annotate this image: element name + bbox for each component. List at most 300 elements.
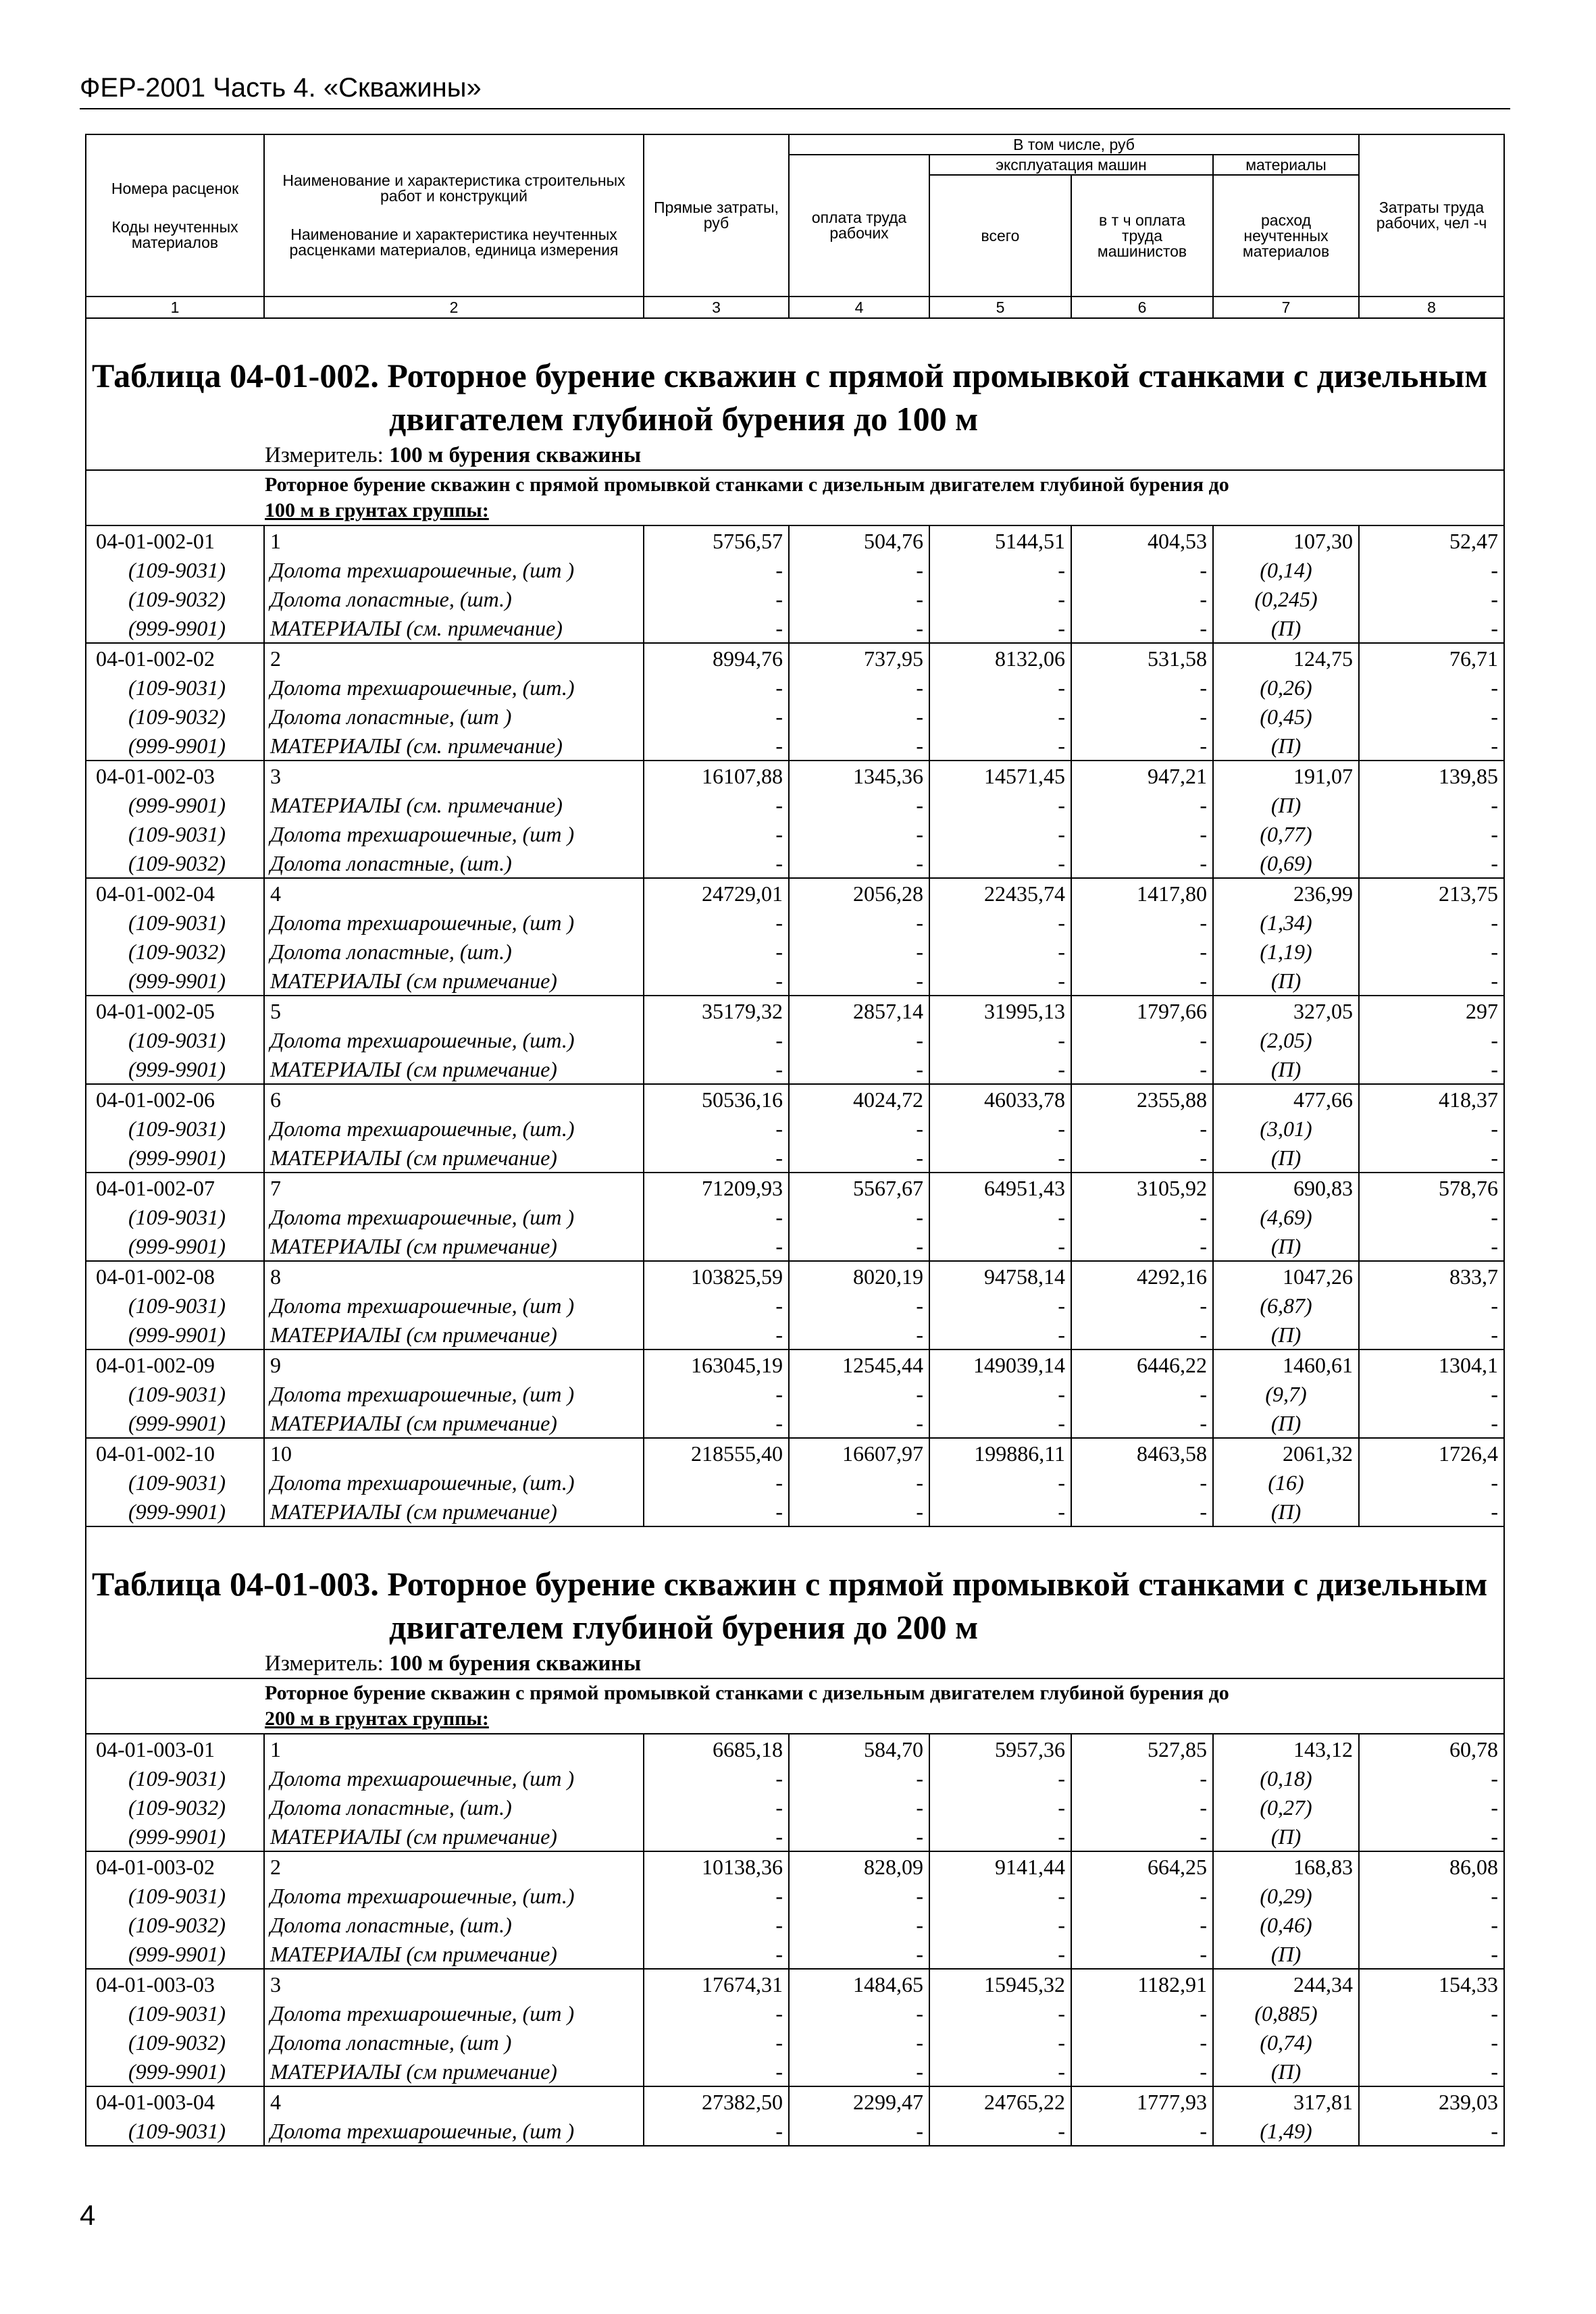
row-dash: -: [929, 1822, 1071, 1851]
row-value: 191,07: [1213, 761, 1359, 790]
row-dash: -: [789, 1764, 929, 1793]
row-value: 12545,44: [789, 1349, 929, 1379]
row-name: 1: [264, 1734, 644, 1764]
group-heading: Роторное бурение скважин с прямой промывкой станками с дизельным двигателем глубиной бурения до: [265, 1682, 1229, 1704]
table-title-row: [86, 330, 1504, 440]
row-dash: -: [789, 2057, 929, 2086]
row-name: Долота лопастные, (шт.): [264, 584, 644, 613]
row-name: 3: [264, 761, 644, 790]
row-value: 1304,1: [1359, 1349, 1504, 1379]
material-row: [86, 1408, 1504, 1438]
row-material-usage: (0,26): [1213, 673, 1359, 702]
row-value: 15945,32: [929, 1969, 1071, 1999]
row-dash: -: [644, 1764, 789, 1793]
row-dash: -: [789, 1231, 929, 1261]
row-dash: -: [644, 2028, 789, 2057]
row-value: 531,58: [1071, 643, 1213, 673]
row-dash: -: [929, 555, 1071, 584]
row-code: (109-9031): [86, 673, 264, 702]
row-name: 2: [264, 1851, 644, 1881]
row-value: 584,70: [789, 1734, 929, 1764]
row-dash: -: [1359, 1291, 1504, 1320]
row-dash: -: [929, 1025, 1071, 1054]
row-dash: -: [1071, 2057, 1213, 2086]
measure-row: [86, 1649, 1504, 1678]
row-name: 1: [264, 525, 644, 555]
material-row: [86, 2057, 1504, 2086]
row-value: 2061,32: [1213, 1438, 1359, 1468]
row-value: 16607,97: [789, 1438, 929, 1468]
row-code: 04-01-002-10: [86, 1438, 264, 1468]
row-material-usage: (П): [1213, 966, 1359, 996]
row-dash: -: [789, 1054, 929, 1084]
row-dash: -: [644, 1291, 789, 1320]
row-name: МАТЕРИАЛЫ (см. примечание): [264, 790, 644, 819]
row-dash: -: [644, 673, 789, 702]
row-dash: -: [789, 848, 929, 878]
material-row: [86, 848, 1504, 878]
row-dash: -: [1359, 2028, 1504, 2057]
row-dash: -: [1359, 1764, 1504, 1793]
row-dash: -: [1071, 1114, 1213, 1143]
rate-row: [86, 2086, 1504, 2116]
row-code: (109-9031): [86, 2116, 264, 2146]
row-dash: -: [644, 1025, 789, 1054]
col-number: 8: [1359, 297, 1504, 318]
row-dash: -: [789, 1202, 929, 1231]
row-dash: -: [1071, 613, 1213, 643]
row-dash: -: [1071, 1764, 1213, 1793]
row-dash: -: [789, 1114, 929, 1143]
row-dash: -: [1359, 1910, 1504, 1939]
row-dash: -: [644, 1231, 789, 1261]
row-code: (109-9032): [86, 937, 264, 966]
row-value: 86,08: [1359, 1851, 1504, 1881]
col-number: 5: [929, 297, 1071, 318]
row-name: Долота трехшарошечные, (шт ): [264, 1764, 644, 1793]
group-heading: 200 м в грунтах группы:: [265, 1707, 489, 1730]
row-dash: -: [644, 937, 789, 966]
row-dash: -: [1071, 1497, 1213, 1526]
row-dash: -: [1359, 937, 1504, 966]
row-value: 94758,14: [929, 1261, 1071, 1291]
row-material-usage: (0,14): [1213, 555, 1359, 584]
row-dash: -: [644, 584, 789, 613]
row-dash: -: [1071, 1025, 1213, 1054]
row-value: 1047,26: [1213, 1261, 1359, 1291]
row-value: 2355,88: [1071, 1084, 1213, 1114]
row-dash: -: [929, 1202, 1071, 1231]
row-value: 327,05: [1213, 996, 1359, 1025]
row-dash: -: [929, 584, 1071, 613]
row-dash: -: [644, 1822, 789, 1851]
row-dash: -: [929, 1497, 1071, 1526]
row-dash: -: [644, 1910, 789, 1939]
row-dash: -: [1071, 1379, 1213, 1408]
row-value: 154,33: [1359, 1969, 1504, 1999]
row-value: 1777,93: [1071, 2086, 1213, 2116]
row-dash: -: [929, 1793, 1071, 1822]
row-code: (109-9031): [86, 1881, 264, 1910]
table-spacer: [86, 318, 1504, 330]
row-value: 1182,91: [1071, 1969, 1213, 1999]
row-dash: -: [1071, 731, 1213, 761]
material-row: [86, 1054, 1504, 1084]
col-header-rate-numbers: Номера расценок: [111, 179, 239, 197]
rate-row: [86, 1173, 1504, 1202]
row-material-usage: (П): [1213, 1320, 1359, 1349]
row-value: 737,95: [789, 643, 929, 673]
row-value: 16107,88: [644, 761, 789, 790]
row-name: Долота трехшарошечные, (шт ): [264, 1999, 644, 2028]
row-dash: -: [644, 1379, 789, 1408]
row-value: 5957,36: [929, 1734, 1071, 1764]
material-row: [86, 1291, 1504, 1320]
row-code: (109-9032): [86, 2028, 264, 2057]
row-code: (999-9901): [86, 1054, 264, 1084]
row-material-usage: (П): [1213, 790, 1359, 819]
row-dash: -: [1071, 966, 1213, 996]
row-dash: -: [789, 966, 929, 996]
row-dash: -: [1359, 1939, 1504, 1969]
row-dash: -: [929, 1468, 1071, 1497]
row-value: 24729,01: [644, 878, 789, 908]
row-name: Долота лопастные, (шт ): [264, 702, 644, 731]
row-dash: -: [1359, 555, 1504, 584]
row-dash: -: [929, 908, 1071, 937]
row-code: 04-01-002-02: [86, 643, 264, 673]
row-dash: -: [929, 1939, 1071, 1969]
row-code: (109-9031): [86, 555, 264, 584]
material-row: [86, 702, 1504, 731]
row-code: (109-9031): [86, 1114, 264, 1143]
row-dash: -: [789, 1910, 929, 1939]
row-dash: -: [1359, 613, 1504, 643]
row-value: 2299,47: [789, 2086, 929, 2116]
row-dash: -: [644, 1143, 789, 1173]
row-value: 213,75: [1359, 878, 1504, 908]
row-code: (109-9031): [86, 1291, 264, 1320]
row-name: Долота лопастные, (шт ): [264, 2028, 644, 2057]
row-material-usage: (0,27): [1213, 1793, 1359, 1822]
row-value: 60,78: [1359, 1734, 1504, 1764]
row-material-usage: (П): [1213, 1497, 1359, 1526]
row-dash: -: [789, 2116, 929, 2146]
material-row: [86, 908, 1504, 937]
material-row: [86, 1793, 1504, 1822]
row-code: (999-9901): [86, 1408, 264, 1438]
row-dash: -: [1359, 1025, 1504, 1054]
row-dash: -: [789, 1468, 929, 1497]
row-value: 143,12: [1213, 1734, 1359, 1764]
row-dash: -: [929, 1764, 1071, 1793]
row-name: Долота трехшарошечные, (шт ): [264, 555, 644, 584]
row-dash: -: [1071, 1793, 1213, 1822]
row-value: 8020,19: [789, 1261, 929, 1291]
row-value: 124,75: [1213, 643, 1359, 673]
row-value: 46033,78: [929, 1084, 1071, 1114]
row-dash: -: [1359, 1468, 1504, 1497]
row-material-usage: (0,77): [1213, 819, 1359, 848]
row-dash: -: [644, 790, 789, 819]
row-dash: -: [1359, 1408, 1504, 1438]
row-value: 199886,11: [929, 1438, 1071, 1468]
row-code: (999-9901): [86, 966, 264, 996]
row-value: 527,85: [1071, 1734, 1213, 1764]
row-name: 10: [264, 1438, 644, 1468]
row-material-usage: (П): [1213, 1143, 1359, 1173]
row-name: МАТЕРИАЛЫ (см примечание): [264, 2057, 644, 2086]
row-material-usage: (9,7): [1213, 1379, 1359, 1408]
material-row: [86, 1468, 1504, 1497]
row-dash: -: [1359, 1822, 1504, 1851]
row-material-usage: (0,885): [1213, 1999, 1359, 2028]
row-dash: -: [644, 731, 789, 761]
row-dash: -: [789, 1999, 929, 2028]
col-header-total: всего: [929, 175, 1071, 297]
col-number: 7: [1213, 297, 1359, 318]
rate-row: [86, 1734, 1504, 1764]
row-code: (999-9901): [86, 731, 264, 761]
row-dash: -: [789, 1497, 929, 1526]
row-dash: -: [789, 1379, 929, 1408]
row-dash: -: [1071, 1291, 1213, 1320]
row-material-usage: (0,18): [1213, 1764, 1359, 1793]
row-dash: -: [1071, 1881, 1213, 1910]
row-material-usage: (16): [1213, 1468, 1359, 1497]
col-header-labor-costs: Затраты труда рабочих, чел -ч: [1359, 134, 1504, 297]
row-material-usage: (П): [1213, 1939, 1359, 1969]
row-code: (109-9032): [86, 848, 264, 878]
row-dash: -: [1071, 908, 1213, 937]
row-value: 4292,16: [1071, 1261, 1213, 1291]
material-row: [86, 1202, 1504, 1231]
row-dash: -: [1071, 848, 1213, 878]
row-material-usage: (П): [1213, 1822, 1359, 1851]
row-dash: -: [1071, 1320, 1213, 1349]
col-header-material-usage: расход неучтенных материалов: [1213, 175, 1359, 297]
row-value: 4024,72: [789, 1084, 929, 1114]
rate-row: [86, 1084, 1504, 1114]
row-dash: -: [1359, 731, 1504, 761]
row-value: 5567,67: [789, 1173, 929, 1202]
row-value: 218555,40: [644, 1438, 789, 1468]
row-dash: -: [929, 1910, 1071, 1939]
row-material-usage: (П): [1213, 1408, 1359, 1438]
row-dash: -: [1359, 2116, 1504, 2146]
row-dash: -: [1359, 1054, 1504, 1084]
rate-row: [86, 1349, 1504, 1379]
row-name: МАТЕРИАЛЫ (см примечание): [264, 1054, 644, 1084]
row-dash: -: [1359, 819, 1504, 848]
row-dash: -: [644, 819, 789, 848]
row-dash: -: [929, 702, 1071, 731]
row-dash: -: [1359, 1497, 1504, 1526]
row-code: (999-9901): [86, 613, 264, 643]
col-number: 4: [789, 297, 929, 318]
table-title-line: двигателем глубиной бурения до 100 м: [389, 400, 979, 438]
rate-row: [86, 878, 1504, 908]
row-value: 6685,18: [644, 1734, 789, 1764]
row-value: 14571,45: [929, 761, 1071, 790]
row-dash: -: [789, 613, 929, 643]
row-value: 22435,74: [929, 878, 1071, 908]
row-code: (109-9031): [86, 1379, 264, 1408]
table-title: [92, 1562, 1498, 1649]
row-dash: -: [1359, 1793, 1504, 1822]
row-dash: -: [1359, 1231, 1504, 1261]
row-dash: -: [1071, 1468, 1213, 1497]
material-row: [86, 1822, 1504, 1851]
row-value: 2056,28: [789, 878, 929, 908]
row-dash: -: [1359, 702, 1504, 731]
col-header-driver-pay: в т ч оплата труда машинистов: [1071, 175, 1213, 297]
row-dash: -: [929, 1291, 1071, 1320]
row-dash: -: [789, 1291, 929, 1320]
col-header-machine-operation: эксплуатация машин: [929, 155, 1213, 175]
row-dash: -: [1071, 673, 1213, 702]
material-row: [86, 584, 1504, 613]
row-code: (109-9031): [86, 1025, 264, 1054]
row-value: 504,76: [789, 525, 929, 555]
row-value: 8994,76: [644, 643, 789, 673]
rate-row: [86, 1261, 1504, 1291]
row-dash: -: [1071, 1910, 1213, 1939]
material-row: [86, 1025, 1504, 1054]
row-value: 418,37: [1359, 1084, 1504, 1114]
row-dash: -: [929, 2028, 1071, 2057]
row-code: 04-01-002-06: [86, 1084, 264, 1114]
row-name: Долота трехшарошечные, (шт ): [264, 2116, 644, 2146]
row-dash: -: [1359, 2057, 1504, 2086]
row-value: 71209,93: [644, 1173, 789, 1202]
col-header-material-codes: Коды неучтенных материалов: [111, 217, 238, 251]
row-dash: -: [1359, 1114, 1504, 1143]
row-material-usage: (1,49): [1213, 2116, 1359, 2146]
row-code: (109-9032): [86, 584, 264, 613]
measure-label: Измеритель:: [265, 443, 384, 467]
row-material-usage: (0,29): [1213, 1881, 1359, 1910]
row-code: (999-9901): [86, 1231, 264, 1261]
row-dash: -: [1071, 1939, 1213, 1969]
row-value: 2857,14: [789, 996, 929, 1025]
row-dash: -: [929, 1054, 1071, 1084]
row-name: Долота лопастные, (шт.): [264, 1910, 644, 1939]
row-dash: -: [644, 702, 789, 731]
row-value: 10138,36: [644, 1851, 789, 1881]
row-value: 1726,4: [1359, 1438, 1504, 1468]
row-dash: -: [789, 555, 929, 584]
col-header-materials-desc: Наименование и характеристика неучтенных расценками материалов, единица измерения: [289, 226, 619, 259]
material-row: [86, 2028, 1504, 2057]
row-dash: -: [789, 1143, 929, 1173]
row-dash: -: [644, 1054, 789, 1084]
row-dash: -: [644, 1939, 789, 1969]
row-dash: -: [1359, 790, 1504, 819]
row-code: 04-01-002-09: [86, 1349, 264, 1379]
row-dash: -: [1359, 1320, 1504, 1349]
material-row: [86, 1999, 1504, 2028]
row-value: 947,21: [1071, 761, 1213, 790]
row-code: 04-01-002-01: [86, 525, 264, 555]
row-dash: -: [1071, 584, 1213, 613]
row-value: 24765,22: [929, 2086, 1071, 2116]
row-dash: -: [929, 2116, 1071, 2146]
row-code: (109-9031): [86, 1468, 264, 1497]
row-name: Долота трехшарошечные, (шт.): [264, 1468, 644, 1497]
row-dash: -: [789, 673, 929, 702]
row-material-usage: (0,74): [1213, 2028, 1359, 2057]
row-dash: -: [929, 966, 1071, 996]
row-dash: -: [1071, 1231, 1213, 1261]
row-dash: -: [644, 1881, 789, 1910]
material-row: [86, 1143, 1504, 1173]
row-dash: -: [1359, 1202, 1504, 1231]
row-name: Долота трехшарошечные, (шт ): [264, 1379, 644, 1408]
col-header-worker-pay: оплата труда рабочих: [789, 155, 929, 297]
row-name: 9: [264, 1349, 644, 1379]
row-dash: -: [789, 1408, 929, 1438]
material-row: [86, 1320, 1504, 1349]
row-value: 664,25: [1071, 1851, 1213, 1881]
row-value: 690,83: [1213, 1173, 1359, 1202]
row-name: МАТЕРИАЛЫ (см примечание): [264, 1320, 644, 1349]
row-dash: -: [1071, 937, 1213, 966]
material-row: [86, 1881, 1504, 1910]
material-row: [86, 1114, 1504, 1143]
row-code: 04-01-003-02: [86, 1851, 264, 1881]
rate-row: [86, 996, 1504, 1025]
row-value: 297: [1359, 996, 1504, 1025]
row-dash: -: [1359, 1881, 1504, 1910]
row-code: 04-01-002-05: [86, 996, 264, 1025]
row-value: 244,34: [1213, 1969, 1359, 1999]
row-value: 404,53: [1071, 525, 1213, 555]
row-code: 04-01-002-07: [86, 1173, 264, 1202]
col-header-direct-costs: Прямые затраты, руб: [644, 134, 789, 297]
rate-row: [86, 1851, 1504, 1881]
row-dash: -: [789, 1025, 929, 1054]
row-material-usage: (П): [1213, 613, 1359, 643]
row-dash: -: [789, 584, 929, 613]
row-name: Долота трехшарошечные, (шт ): [264, 908, 644, 937]
row-dash: -: [1071, 790, 1213, 819]
row-dash: -: [644, 966, 789, 996]
row-dash: -: [644, 1408, 789, 1438]
row-dash: -: [929, 1143, 1071, 1173]
row-value: 6446,22: [1071, 1349, 1213, 1379]
row-code: (109-9031): [86, 1764, 264, 1793]
row-value: 107,30: [1213, 525, 1359, 555]
material-row: [86, 1497, 1504, 1526]
group-heading-row: [86, 1678, 1504, 1734]
col-header-works: Наименование и характеристика строительных работ и конструкций: [282, 172, 625, 205]
row-dash: -: [789, 1320, 929, 1349]
row-name: МАТЕРИАЛЫ (см. примечание): [264, 613, 644, 643]
document-frame: [85, 134, 1503, 2146]
rate-row: [86, 1969, 1504, 1999]
row-dash: -: [1071, 1143, 1213, 1173]
row-name: Долота лопастные, (шт.): [264, 1793, 644, 1822]
material-row: [86, 731, 1504, 761]
row-value: 27382,50: [644, 2086, 789, 2116]
row-dash: -: [789, 819, 929, 848]
row-dash: -: [1359, 1999, 1504, 2028]
row-material-usage: (П): [1213, 2057, 1359, 2086]
row-code: (999-9901): [86, 1143, 264, 1173]
table-title-line: двигателем глубиной бурения до 200 м: [389, 1608, 979, 1646]
col-header-codes: [86, 134, 264, 297]
